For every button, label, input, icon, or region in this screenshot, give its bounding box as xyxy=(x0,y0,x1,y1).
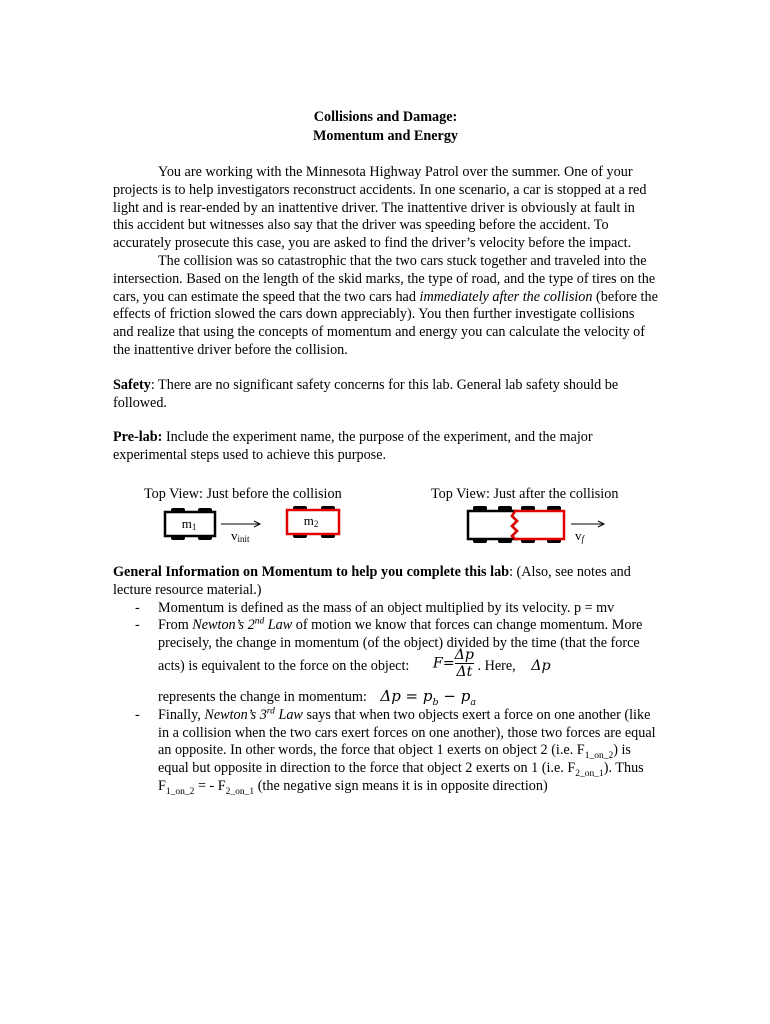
prelab-label: Pre-lab: xyxy=(113,429,163,446)
title-line-1: Collisions and Damage: xyxy=(313,109,458,125)
label-m1: m1 xyxy=(181,515,197,532)
list-item: - From Newton’s 2nd Law of motion we know that forces can change momentum. More precisely, the change in momentum (of the object) divided by the time (that the force acts) is equivalent to the force on the object: F= $\frac{\Delta p}{\Delta t}$ . Here, Δp represents the change in momentum: $\Delta p = p_b - p_a$ xyxy=(135,616,643,708)
document-page xyxy=(113,108,658,796)
safety-paragraph: Safety: There are no significant safety concerns for this lab. General lab safety should be followed. xyxy=(113,376,619,411)
velocity-arrow-init xyxy=(221,521,260,544)
label-m2: m2 xyxy=(303,512,319,529)
intro-paragraph-2: The collision was so catastrophic that the two cars stuck together and traveled into the intersection. Based on the length of the skid marks, the type of road, and the type of tires on the cars, you can estimate the speed that the two cars had immediately after the collision (before the effects of friction slowed the cars down appreciably). You then further investigate collisions and realize that using the concepts of momentum and energy you can calculate the velocity of the inattentive driver before the collision. xyxy=(113,252,658,358)
delta-p-symbol: Δp xyxy=(531,657,551,674)
list-item: - Momentum is defined as the mass of an object multiplied by its velocity. p = mv xyxy=(135,599,615,616)
general-info-label: General Information on Momentum to help you complete this lab xyxy=(113,563,510,580)
document-title xyxy=(113,108,658,146)
collision-diagrams xyxy=(113,486,658,556)
title-line-2: Momentum and Energy xyxy=(312,128,459,144)
diagram-after xyxy=(463,506,623,556)
intro-paragraph-1: You are working with the Minnesota Highway Patrol over the summer. One of your projects is to help investigators reconstruct accidents. In one scenario, a car is stopped at a red light and is rear-ended by an inattentive driver. The inattentive driver is obviously at fault in this accident but witnesses also say that the driver was speeding before the accident. To accurately prosecute this case, you are asked to find the driver’s velocity before the impact. xyxy=(113,164,647,252)
label-v-final: vf xyxy=(575,527,585,544)
car-m2 xyxy=(287,506,339,538)
label-v-init: vinit xyxy=(231,527,250,544)
stuck-cars xyxy=(468,506,564,543)
diagram-before xyxy=(161,506,361,556)
velocity-arrow-final xyxy=(571,521,604,544)
prelab-paragraph: Pre-lab: Include the experiment name, the purpose of the experiment, and the major experimental steps used to achieve this purpose. xyxy=(113,429,593,464)
momentum-change-equation: $\Delta p = p_b - p_a$ xyxy=(380,686,476,708)
general-info-paragraph: General Information on Momentum to help you complete this lab: (Also, see notes and lecture resource material.) xyxy=(113,563,631,598)
car-m1 xyxy=(165,508,215,540)
momentum-list xyxy=(113,600,658,796)
list-item: - Finally, Newton’s 3rd Law says that when two objects exert a force on one another (like in a collision when the two cars exert forces on one another), those two forces are equal an opposite. In other words, the force that object 1 exerts on object 2 (i.e. $F_{1\_on\_2}$) is equal but opposite in direction to the force that object 2 exerts on 1 (i.e. $F_{2\_on\_1}$). Thus $F_{1\_on\_2}$ = - $F_{2\_on\_1}$ (the negative sign means it is in opposite direction) xyxy=(135,706,656,797)
safety-label: Safety xyxy=(113,376,151,393)
diagram-before-caption: Top View: Just before the collision xyxy=(144,485,342,502)
diagram-after-caption: Top View: Just after the collision xyxy=(431,485,619,502)
force-equation: F= $\frac{\Delta p}{\Delta t}$ xyxy=(432,646,474,680)
